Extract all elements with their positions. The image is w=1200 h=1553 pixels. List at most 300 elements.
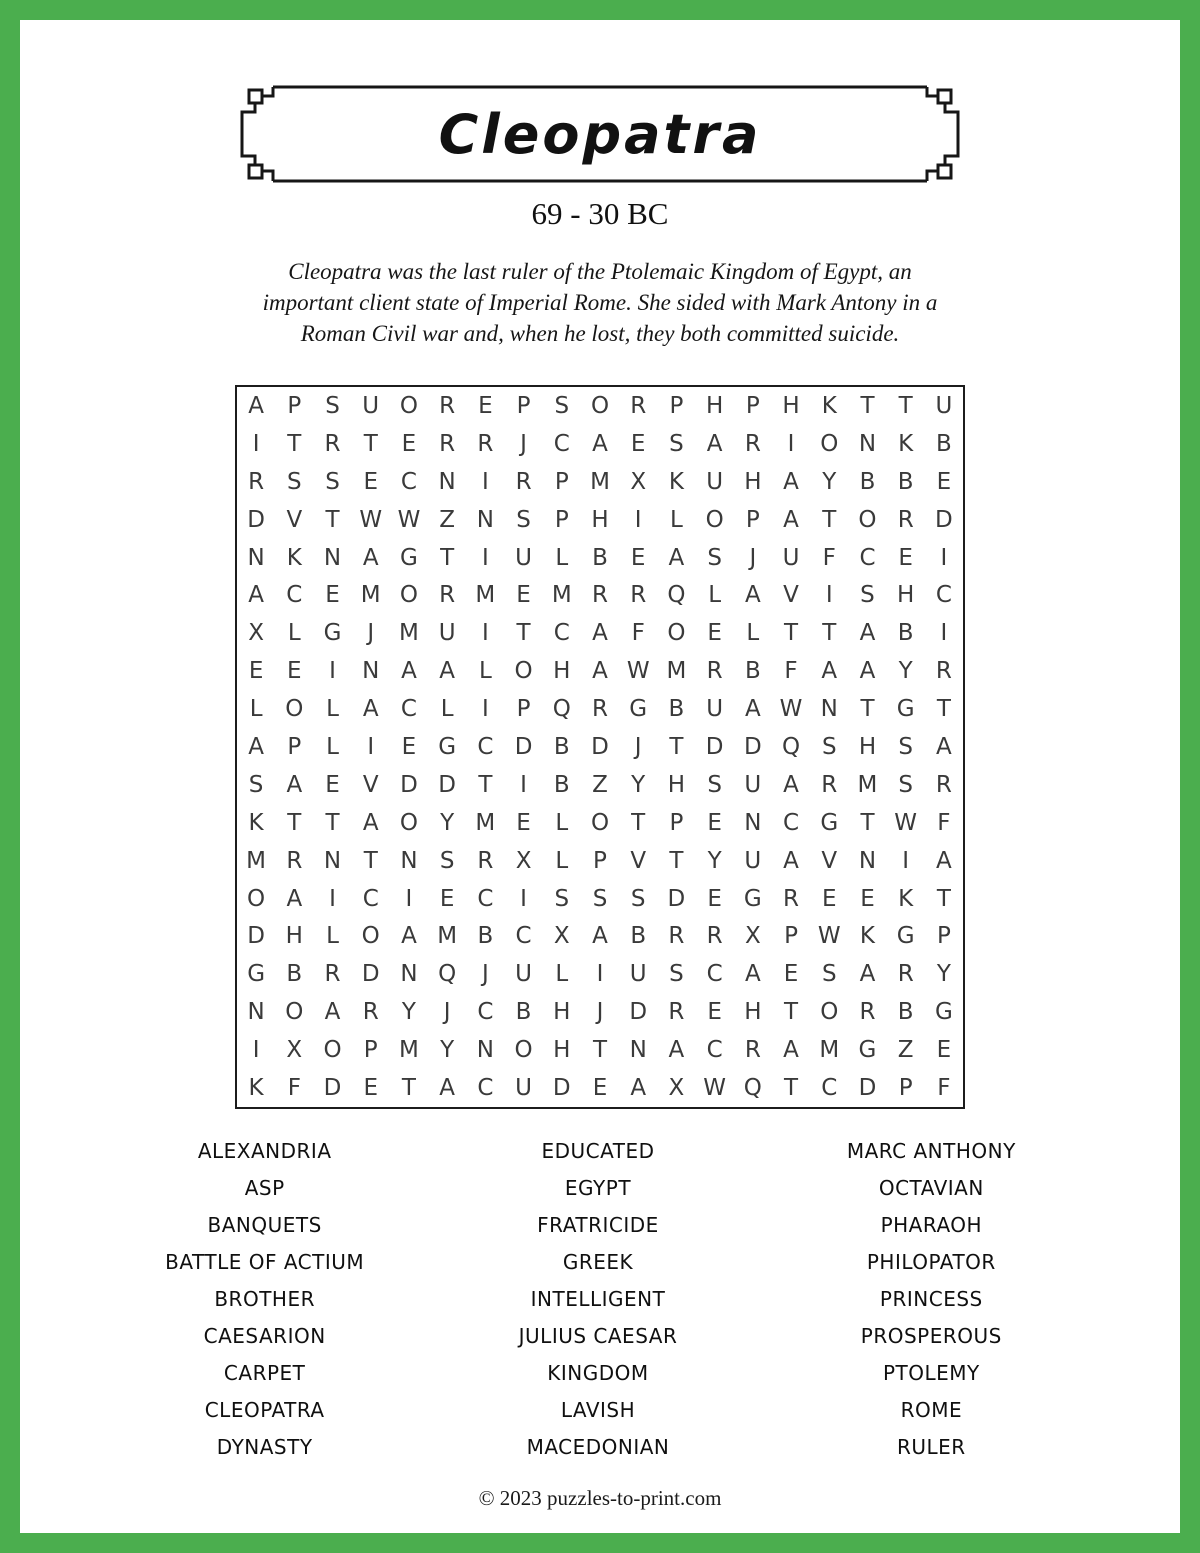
grid-cell: M [399, 1037, 419, 1064]
grid-cell: N [744, 809, 762, 836]
grid-cell: T [478, 771, 493, 798]
grid-cell: G [820, 809, 839, 836]
grid-cell: R [592, 582, 608, 609]
grid-cell: B [630, 923, 647, 950]
grid-cell: T [898, 392, 913, 419]
word-list-item: FRATRICIDE [537, 1213, 659, 1237]
grid-cell: D [629, 999, 648, 1026]
grid-cell: B [935, 430, 952, 457]
grid-cell: D [743, 733, 762, 760]
word-list-item: MARC ANTHONY [846, 1139, 1016, 1163]
grid-cell: L [326, 733, 339, 760]
grid-cell: X [744, 923, 761, 950]
grid-cell: I [596, 961, 604, 988]
word-list [98, 1133, 1098, 1466]
grid-cell: K [286, 544, 302, 571]
grid-cell: P [936, 923, 951, 950]
grid-cell: D [514, 733, 533, 760]
grid-cell: H [858, 733, 877, 760]
grid-cell: R [706, 658, 723, 685]
grid-cell: I [405, 885, 413, 912]
grid-cell: T [860, 392, 875, 419]
grid-cell: E [363, 468, 378, 495]
grid-cell: R [744, 430, 761, 457]
grid-cell: F [287, 1075, 301, 1102]
grid-cell: E [516, 809, 531, 836]
dates-subtitle: 69 - 30 BC [531, 196, 669, 231]
grid-cell: J [367, 620, 375, 647]
grid-cell: P [516, 392, 531, 419]
grid-cell: B [897, 620, 914, 647]
grid-cell: L [746, 620, 760, 647]
grid-cell: I [902, 847, 910, 874]
grid-cell: U [629, 961, 647, 988]
word-list-item: EGYPT [564, 1176, 632, 1200]
page-title: Cleopatra [438, 102, 762, 166]
word-list-item: JULIUS CAESAR [518, 1324, 678, 1348]
grid-cell: T [631, 809, 646, 836]
grid-cell: K [668, 468, 684, 495]
grid-cell: Q [781, 733, 801, 760]
grid-cell: R [630, 582, 647, 609]
grid-cell: U [935, 392, 953, 419]
word-list-item: PRINCESS [879, 1287, 983, 1311]
grid-cell: A [936, 847, 952, 874]
word-list-item: PTOLEMY [882, 1361, 980, 1385]
grid-cell: P [554, 506, 569, 533]
grid-cell: L [440, 696, 454, 723]
grid-cell: O [399, 582, 418, 609]
grid-cell: L [555, 544, 569, 571]
grid-cell: A [744, 696, 761, 723]
grid-cell: T [860, 696, 875, 723]
grid-cell: D [438, 771, 456, 798]
grid-cell: D [858, 1075, 877, 1102]
grid-cell: G [629, 696, 648, 723]
grid-cell: W [359, 506, 383, 533]
grid-cell: Z [439, 506, 456, 533]
grid-cell: S [898, 733, 913, 760]
grid-cell: E [898, 544, 913, 571]
grid-cell: O [285, 696, 304, 723]
footer-copyright: © 2023 puzzles-to-print.com [478, 1486, 722, 1510]
grid-cell: O [361, 923, 380, 950]
grid-cell: I [481, 544, 489, 571]
grid-cell: S [554, 885, 570, 912]
grid-cell: S [287, 468, 302, 495]
grid-cell: C [935, 582, 952, 609]
grid-cell: E [860, 885, 875, 912]
grid-cell: M [819, 1037, 840, 1064]
grid-cell: R [897, 961, 914, 988]
grid-cell: S [707, 771, 722, 798]
word-list-item: ASP [244, 1176, 285, 1200]
grid-cell: A [439, 1075, 456, 1102]
grid-cell: S [248, 771, 264, 798]
grid-cell: A [592, 430, 608, 457]
grid-cell: R [286, 847, 303, 874]
grid-cell: M [360, 582, 381, 609]
grid-cell: P [745, 392, 760, 419]
grid-cell: L [555, 809, 569, 836]
grid-cell: U [782, 544, 800, 571]
grid-cell: O [820, 999, 839, 1026]
grid-cell: A [592, 658, 608, 685]
grid-cell: Y [401, 999, 416, 1026]
word-list-item: BATTLE OF ACTIUM [165, 1250, 365, 1274]
grid-cell: V [821, 847, 838, 874]
grid-cell: H [782, 392, 800, 419]
grid-cell: H [553, 658, 571, 685]
grid-cell: U [706, 696, 724, 723]
grid-cell: C [362, 885, 379, 912]
grid-cell: W [894, 809, 918, 836]
grid-cell: C [286, 582, 303, 609]
grid-cell: E [363, 1075, 378, 1102]
grid-cell: P [898, 1075, 913, 1102]
grid-cell: X [668, 1075, 685, 1102]
grid-cell: B [553, 733, 570, 760]
grid-cell: S [860, 582, 875, 609]
grid-cell: C [515, 923, 532, 950]
grid-cell: A [744, 961, 761, 988]
word-list-item: CLEOPATRA [204, 1398, 325, 1422]
grid-cell: E [478, 392, 493, 419]
grid-cell: U [744, 771, 762, 798]
grid-cell: H [667, 771, 686, 798]
grid-cell: D [361, 961, 380, 988]
grid-cell: N [820, 696, 838, 723]
grid-cell: H [591, 506, 609, 533]
grid-cell: D [323, 1075, 342, 1102]
grid-cell: F [784, 658, 798, 685]
grid-cell: Y [707, 847, 722, 874]
word-list-item: CARPET [223, 1361, 306, 1385]
grid-cell: O [323, 1037, 342, 1064]
grid-cell: E [821, 885, 837, 912]
grid-cell: R [935, 658, 952, 685]
grid-cell: Z [897, 1037, 914, 1064]
grid-cell: N [400, 961, 418, 988]
grid-cell: K [859, 923, 876, 950]
grid-cell: S [630, 885, 646, 912]
grid-cell: O [590, 392, 610, 419]
word-list-item: OCTAVIAN [878, 1176, 984, 1200]
grid-cell: P [363, 1037, 378, 1064]
grid-cell: A [439, 658, 456, 685]
grid-cell: G [934, 999, 953, 1026]
grid-cell: R [362, 999, 379, 1026]
grid-cell: E [592, 1075, 608, 1102]
grid-cell: C [477, 733, 494, 760]
grid-cell: R [859, 999, 876, 1026]
grid-cell: A [401, 658, 417, 685]
grid-cell: Y [440, 809, 455, 836]
grid-cell: T [325, 809, 340, 836]
grid-cell: O [705, 506, 724, 533]
grid-cell: W [779, 696, 803, 723]
grid-cell: O [514, 658, 533, 685]
grid-cell: D [247, 506, 265, 533]
grid-cell: A [401, 923, 417, 950]
grid-cell: I [787, 430, 795, 457]
word-list-item: PHARAOH [880, 1213, 983, 1237]
grid-cell: G [323, 620, 342, 647]
word-list-item: ALEXANDRIA [197, 1139, 332, 1163]
grid-cell: J [749, 544, 757, 571]
grid-cell: I [481, 696, 489, 723]
grid-cell: E [325, 582, 340, 609]
grid-cell: L [287, 620, 301, 647]
grid-cell: B [515, 999, 532, 1026]
grid-cell: N [400, 847, 418, 874]
grid-cell: X [286, 1037, 303, 1064]
grid-cell: A [821, 658, 838, 685]
grid-cell: V [783, 582, 799, 609]
grid-cell: M [857, 771, 878, 798]
grid-cell: A [783, 506, 799, 533]
grid-cell: S [707, 544, 722, 571]
grid-cell: W [397, 506, 421, 533]
grid-cell: J [443, 999, 451, 1026]
grid-cell: Y [631, 771, 646, 798]
grid-cell: D [935, 506, 953, 533]
grid-cell: T [516, 620, 531, 647]
grid-cell: P [784, 923, 798, 950]
grid-cell: T [287, 430, 302, 457]
grid-cell: R [744, 1037, 761, 1064]
grid-cell: P [287, 733, 302, 760]
grid-cell: T [440, 544, 455, 571]
grid-cell: G [743, 885, 762, 912]
grid-cell: H [744, 468, 762, 495]
grid-cell: F [822, 544, 836, 571]
grid-cell: P [287, 392, 302, 419]
grid-cell: X [630, 468, 647, 495]
grid-cell: N [362, 658, 380, 685]
grid-cell: X [553, 923, 570, 950]
grid-cell: Q [438, 961, 457, 988]
grid-cell: E [630, 430, 646, 457]
grid-cell: B [859, 468, 876, 495]
grid-cell: E [401, 430, 417, 457]
grid-cell: L [555, 847, 569, 874]
grid-cell: E [325, 771, 340, 798]
grid-cell: E [707, 620, 722, 647]
grid-cell: G [896, 696, 915, 723]
grid-cell: U [515, 961, 532, 988]
grid-cell: J [634, 733, 642, 760]
grid-cell: Z [592, 771, 608, 798]
grid-cell: C [859, 544, 876, 571]
grid-cell: D [247, 923, 265, 950]
grid-cell: R [630, 392, 647, 419]
grid-cell: L [326, 696, 339, 723]
grid-cell: A [744, 582, 761, 609]
grid-cell: U [362, 392, 380, 419]
word-column-1 [98, 1133, 431, 1466]
grid-cell: X [248, 620, 264, 647]
grid-cell: A [859, 961, 876, 988]
grid-cell: A [286, 771, 303, 798]
grid-cell: G [400, 544, 418, 571]
grid-cell: N [247, 999, 265, 1026]
grid-cell: T [325, 506, 340, 533]
description-line: important client state of Imperial Rome. She sided with Mark Antony in a [262, 290, 938, 315]
grid-cell: O [858, 506, 877, 533]
description-line: Cleopatra was the last ruler of the Ptolemaic Kingdom of Egypt, an [288, 259, 912, 284]
grid-cell: T [936, 696, 951, 723]
grid-cell: H [553, 1037, 571, 1064]
grid-cell: V [286, 506, 303, 533]
grid-cell: F [937, 809, 951, 836]
grid-cell: N [247, 544, 265, 571]
word-list-item: BROTHER [214, 1287, 315, 1311]
puzzle-description [20, 256, 1180, 349]
word-list-item: RULER [896, 1435, 966, 1459]
grid-cell: O [285, 999, 304, 1026]
grid-cell: N [476, 506, 494, 533]
grid-cell: R [668, 999, 685, 1026]
grid-cell: L [478, 658, 492, 685]
grid-cell: Q [743, 1075, 762, 1102]
word-list-item: LAVISH [560, 1398, 636, 1422]
grid-cell: J [520, 430, 527, 457]
grid-cell: P [516, 696, 531, 723]
grid-cell: T [363, 847, 378, 874]
grid-cell: O [399, 809, 418, 836]
grid-cell: B [897, 468, 914, 495]
grid-cell: O [820, 430, 839, 457]
grid-cell: T [822, 506, 837, 533]
grid-cell: E [783, 961, 799, 988]
grid-cell: A [248, 733, 264, 760]
grid-cell: G [858, 1037, 877, 1064]
grid-cell: N [323, 544, 342, 571]
word-list-item: EDUCATED [541, 1139, 655, 1163]
grid-cell: F [937, 1075, 951, 1102]
grid-cell: A [248, 392, 264, 419]
grid-cell: A [362, 544, 379, 571]
grid-cell: O [590, 809, 610, 836]
grid-cell: M [399, 620, 419, 647]
grid-cell: S [669, 430, 684, 457]
grid-cell: A [859, 658, 876, 685]
grid-cell: R [324, 430, 341, 457]
grid-cell: R [592, 696, 608, 723]
grid-cell: I [520, 771, 527, 798]
grid-cell: T [784, 1075, 799, 1102]
grid-cell: H [285, 923, 303, 950]
grid-cell: N [629, 1037, 647, 1064]
grid-cell: B [592, 544, 608, 571]
grid-cell: B [477, 923, 494, 950]
grid-cell: B [286, 961, 303, 988]
grid-cell: S [325, 392, 340, 419]
grid-cell: R [439, 392, 456, 419]
grid-cell: I [825, 582, 833, 609]
grid-cell: R [668, 923, 685, 950]
grid-cell: U [438, 620, 456, 647]
grid-cell: A [362, 696, 379, 723]
grid-cell: A [592, 923, 608, 950]
grid-cell: E [936, 1037, 952, 1064]
grid-cell: E [248, 658, 264, 685]
grid-cell: W [817, 923, 841, 950]
grid-cell: R [477, 430, 494, 457]
grid-cell: I [481, 620, 489, 647]
grid-cell: M [590, 468, 610, 495]
grid-cell: D [591, 733, 609, 760]
grid-cell: S [554, 392, 570, 419]
grid-cell: G [247, 961, 266, 988]
grid-cell: M [246, 847, 267, 874]
grid-cell: B [744, 658, 761, 685]
grid-cell: A [668, 1037, 685, 1064]
grid-cell: G [438, 733, 457, 760]
grid-cell: W [626, 658, 650, 685]
grid-cell: Y [898, 658, 913, 685]
grid-cell: O [667, 620, 686, 647]
grid-cell: I [252, 1037, 260, 1064]
grid-cell: K [248, 1075, 264, 1102]
word-search-grid [235, 385, 965, 1109]
grid-cell: V [362, 771, 379, 798]
grid-cell: M [475, 582, 496, 609]
grid-cell: D [400, 771, 418, 798]
grid-cell: T [592, 1037, 608, 1064]
grid-cell: N [858, 430, 877, 457]
grid-cell: D [667, 885, 686, 912]
grid-cell: E [707, 999, 722, 1026]
grid-cell: A [783, 468, 799, 495]
grid-cell: Q [552, 696, 571, 723]
grid-cell: N [438, 468, 456, 495]
grid-cell: L [708, 582, 722, 609]
grid-cell: S [325, 468, 340, 495]
grid-cell: J [596, 999, 604, 1026]
grid-cell: E [287, 658, 302, 685]
grid-cell: B [553, 771, 570, 798]
grid-cell: O [247, 885, 266, 912]
description-line: Roman Civil war and, when he lost, they both committed suicide. [300, 321, 900, 346]
grid-cell: I [367, 733, 375, 760]
grid-cell: R [897, 506, 914, 533]
grid-cell: H [744, 999, 762, 1026]
grid-cell: A [783, 847, 799, 874]
grid-cell: Y [822, 468, 837, 495]
grid-cell: E [707, 885, 722, 912]
grid-cell: C [706, 1037, 723, 1064]
grid-cell: E [401, 733, 417, 760]
word-list-item: PHILOPATOR [866, 1250, 996, 1274]
word-list-item: PROSPEROUS [860, 1324, 1002, 1348]
grid-cell: C [400, 468, 417, 495]
grid-cell: R [248, 468, 265, 495]
grid-cell: T [822, 620, 837, 647]
grid-cell: B [668, 696, 685, 723]
grid-cell: U [744, 847, 762, 874]
grid-cell: C [477, 1075, 494, 1102]
grid-cell: D [705, 733, 724, 760]
grid-cell: M [551, 582, 572, 609]
grid-cell: R [783, 885, 800, 912]
grid-cell: D [552, 1075, 571, 1102]
grid-cell: U [515, 544, 532, 571]
word-list-item: KINGDOM [547, 1361, 649, 1385]
grid-cell: X [515, 847, 532, 874]
grid-cell: A [783, 1037, 799, 1064]
